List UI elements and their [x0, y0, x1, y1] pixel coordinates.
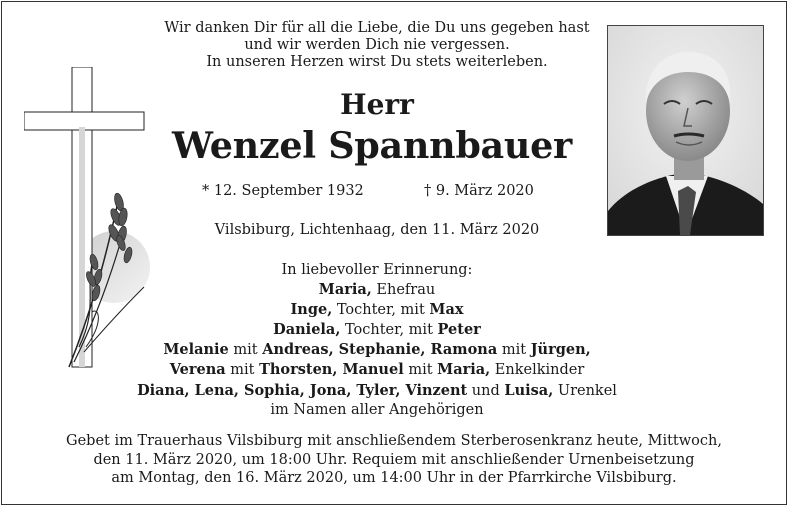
remembrance-heading: In liebevoller Erinnerung:	[281, 262, 473, 278]
deceased-name: Wenzel Spannbauer	[172, 124, 572, 167]
service-line: am Montag, den 16. März 2020, um 14:00 Uhr in der Pfarrkirche Vilsbiburg.	[111, 470, 677, 486]
mourner-line: Melanie mit Andreas, Stephanie, Ramona mit Jürgen,	[163, 341, 591, 359]
mourner-line: Inge, Tochter, mit Max	[290, 301, 464, 319]
family-signature: im Namen aller Angehörigen	[270, 401, 484, 418]
verse-line: Wir danken Dir für all die Liebe, die Du uns gegeben hast	[164, 20, 590, 36]
place-and-date: Vilsbiburg, Lichtenhaag, den 11. März 2020	[214, 222, 540, 238]
birth-date: * 12. September 1932	[202, 183, 364, 199]
obituary-notice	[1, 1, 787, 505]
service-line: Gebet im Trauerhaus Vilsbiburg mit anschließendem Sterberosenkranz heute, Mittwoch,	[66, 433, 722, 449]
mourner-line: Daniela, Tochter, mit Peter	[273, 321, 481, 339]
memorial-verse	[72, 20, 682, 71]
honorific-title: Herr	[340, 88, 414, 121]
service-details	[12, 432, 776, 488]
verse-line: In unseren Herzen wirst Du stets weiterleben.	[206, 54, 548, 70]
mourner-line: Diana, Lena, Sophia, Jona, Tyler, Vinzent und Luisa, Urenkel	[137, 381, 617, 399]
portrait-image	[608, 26, 763, 235]
mourner-line: Verena mit Thorsten, Manuel mit Maria, Enkelkinder	[169, 361, 585, 379]
verse-line: und wir werden Dich nie vergessen.	[244, 37, 510, 53]
portrait-photo	[607, 25, 764, 236]
service-line: den 11. März 2020, um 18:00 Uhr. Requiem mit anschließender Urnenbeisetzung	[93, 451, 695, 468]
mourner-line: Maria, Ehefrau	[318, 281, 436, 299]
death-date: † 9. März 2020	[424, 183, 534, 199]
mourners-list	[132, 261, 622, 420]
